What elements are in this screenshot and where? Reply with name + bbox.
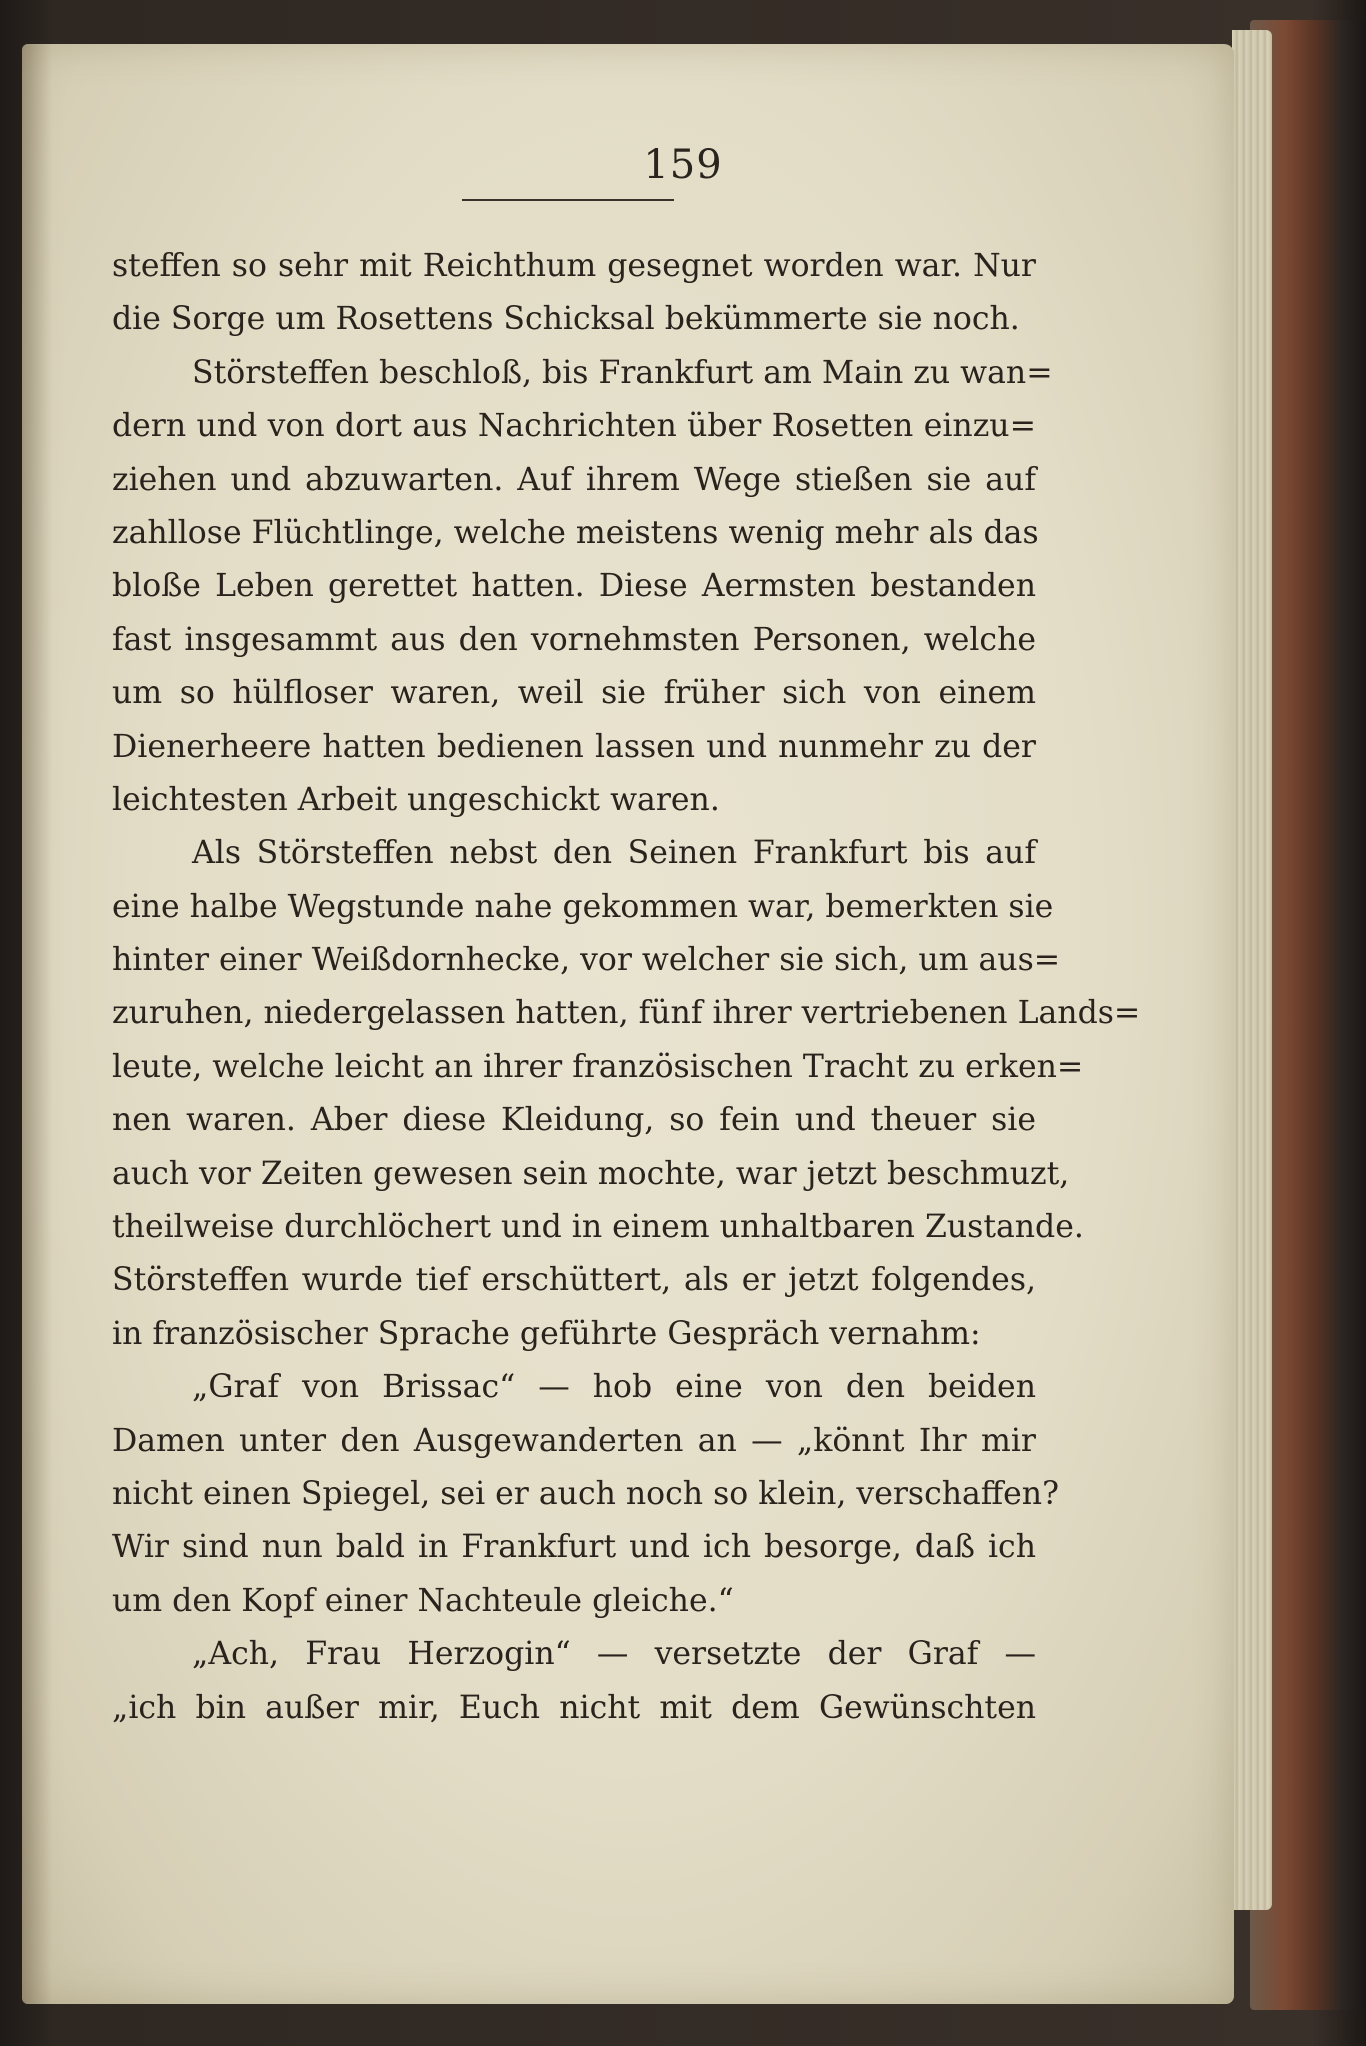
text-line: in französischer Sprache geführte Gespräch vernahm: xyxy=(112,1315,981,1352)
header-rule xyxy=(462,199,674,201)
text-line: „ich bin außer mir, Euch nicht mit dem Gewünschten xyxy=(112,1689,1036,1726)
text-line: eine halbe Wegstunde nahe gekommen war, bemerkten sie xyxy=(112,888,1054,925)
text-line: Als Störsteffen nebst den Seinen Frankfurt bis auf xyxy=(192,835,1036,872)
text-line: leichtesten Arbeit ungeschickt waren. xyxy=(112,781,720,818)
text-line: Dienerheere hatten bedienen lassen und nunmehr zu der xyxy=(112,728,1036,765)
text-line: um so hülfloser waren, weil sie früher sich von einem xyxy=(112,675,1036,712)
text-line: die Sorge um Rosettens Schicksal bekümmerte sie noch. xyxy=(112,301,1020,338)
text-line: fast insgesammt aus den vornehmsten Personen, welche xyxy=(112,621,1036,658)
text-line: theilweise durchlöchert und in einem unhaltbaren Zustande. xyxy=(112,1209,1084,1246)
text-line: bloße Leben gerettet hatten. Diese Aermsten bestanden xyxy=(112,568,1036,605)
text-line: zuruhen, niedergelassen hatten, fünf ihrer vertriebenen Lands= xyxy=(112,995,1141,1032)
text-line: Damen unter den Ausgewanderten an — „könnt Ihr mir xyxy=(112,1422,1036,1459)
text-line: „Ach, Frau Herzogin“ — versetzte der Graf — xyxy=(192,1636,1036,1673)
text-line: nicht einen Spiegel, sei er auch noch so klein, verschaffen? xyxy=(112,1475,1059,1512)
text-line: zahllose Flüchtlinge, welche meistens wenig mehr als das xyxy=(112,514,1039,551)
text-line: leute, welche leicht an ihrer französischen Tracht zu erken= xyxy=(112,1048,1084,1085)
page-gutter-shadow xyxy=(22,44,52,2004)
text-line: hinter einer Weißdornhecke, vor welcher sie sich, um aus= xyxy=(112,942,1061,979)
text-line: nen waren. Aber diese Kleidung, so fein und theuer sie xyxy=(112,1102,1036,1139)
text-line: auch vor Zeiten gewesen sein mochte, war jetzt beschmuzt, xyxy=(112,1155,1070,1192)
text-line: dern und von dort aus Nachrichten über Rosetten einzu= xyxy=(112,408,1036,445)
text-line: Störsteffen wurde tief erschüttert, als er jetzt folgendes, xyxy=(112,1262,1036,1299)
text-line: Wir sind nun bald in Frankfurt und ich besorge, daß ich xyxy=(112,1529,1036,1566)
text-line: „Graf von Brissac“ — hob eine von den beiden xyxy=(192,1369,1036,1406)
page-number: 159 xyxy=(643,142,723,188)
text-line: um den Kopf einer Nachteule gleiche.“ xyxy=(112,1582,734,1619)
page-stack-edges xyxy=(1232,30,1272,1910)
body-text xyxy=(112,240,1141,1735)
text-line: Störsteffen beschloß, bis Frankfurt am Main zu wan= xyxy=(192,354,1053,391)
text-line: ziehen und abzuwarten. Auf ihrem Wege stießen sie auf xyxy=(112,461,1036,498)
text-line: steffen so sehr mit Reichthum gesegnet worden war. Nur xyxy=(112,248,1036,284)
